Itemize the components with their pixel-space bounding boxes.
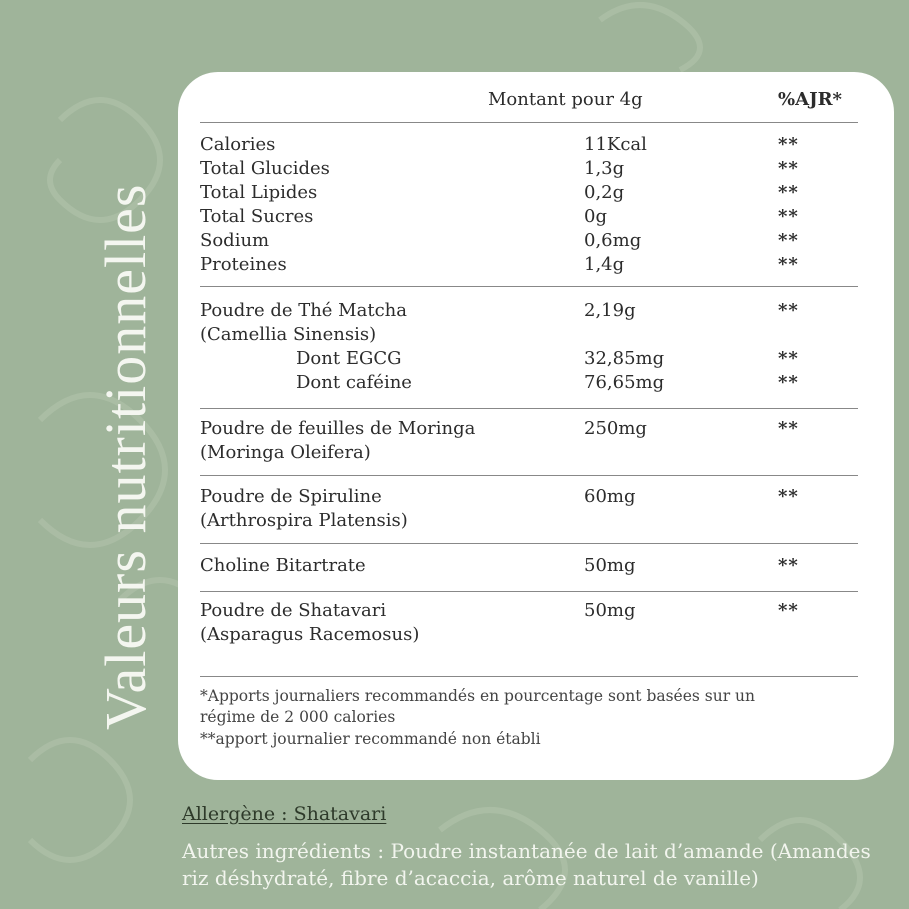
footnote-ajr: *Apports journaliers recommandés en pourcentage sont basées sur un	[200, 687, 756, 705]
divider	[200, 408, 858, 409]
divider	[200, 286, 858, 287]
divider	[200, 122, 858, 123]
divider	[200, 676, 858, 677]
other-ingredients	[182, 838, 909, 892]
allergen-label: Allergène : Shatavari	[182, 803, 387, 825]
nutrition-panel: Montant pour 4g %AJR* Calories 11Kcal ** Total Glucides 1,3g ** Total Lipides 0,2g ** Total Sucres 0g ** Sodium 0,6mg ** Proteines 1,4g ** Poudre de Thé Matcha 2,19g ** (Camellia Sinensis) Dont EGCG 32,85mg ** Dont caféine 76,65mg ** Poudre de feuilles de Moringa 250mg ** (Moringa Oleifera) Poudre de Spiruline 60mg ** (Arthrospira Platensis) Choline Bitartrate 50mg ** Poudre de Shatavari 50mg ** (Asparagus Racemosus) *Apports journaliers recommandés en pourcentage sont basées sur un régime de 2 000 calories **apport journalier recommandé non établi	[178, 72, 894, 780]
header-ajr: %AJR*	[778, 89, 842, 110]
divider	[200, 591, 858, 592]
divider	[200, 543, 858, 544]
other-ingredients-line-1: Autres ingrédients : Poudre instantanée de lait d’amande (Amandes	[182, 839, 871, 863]
side-title: Valeurs nutritionnelles	[93, 183, 158, 730]
footnote-non-etabli: **apport journalier recommandé non établi	[200, 730, 541, 748]
footnote-calories: régime de 2 000 calories	[200, 708, 396, 726]
divider	[200, 475, 858, 476]
other-ingredients-line-2: riz déshydraté, fibre d’acaccia, arôme naturel de vanille)	[182, 866, 759, 890]
header-amount: Montant pour 4g	[488, 89, 643, 110]
